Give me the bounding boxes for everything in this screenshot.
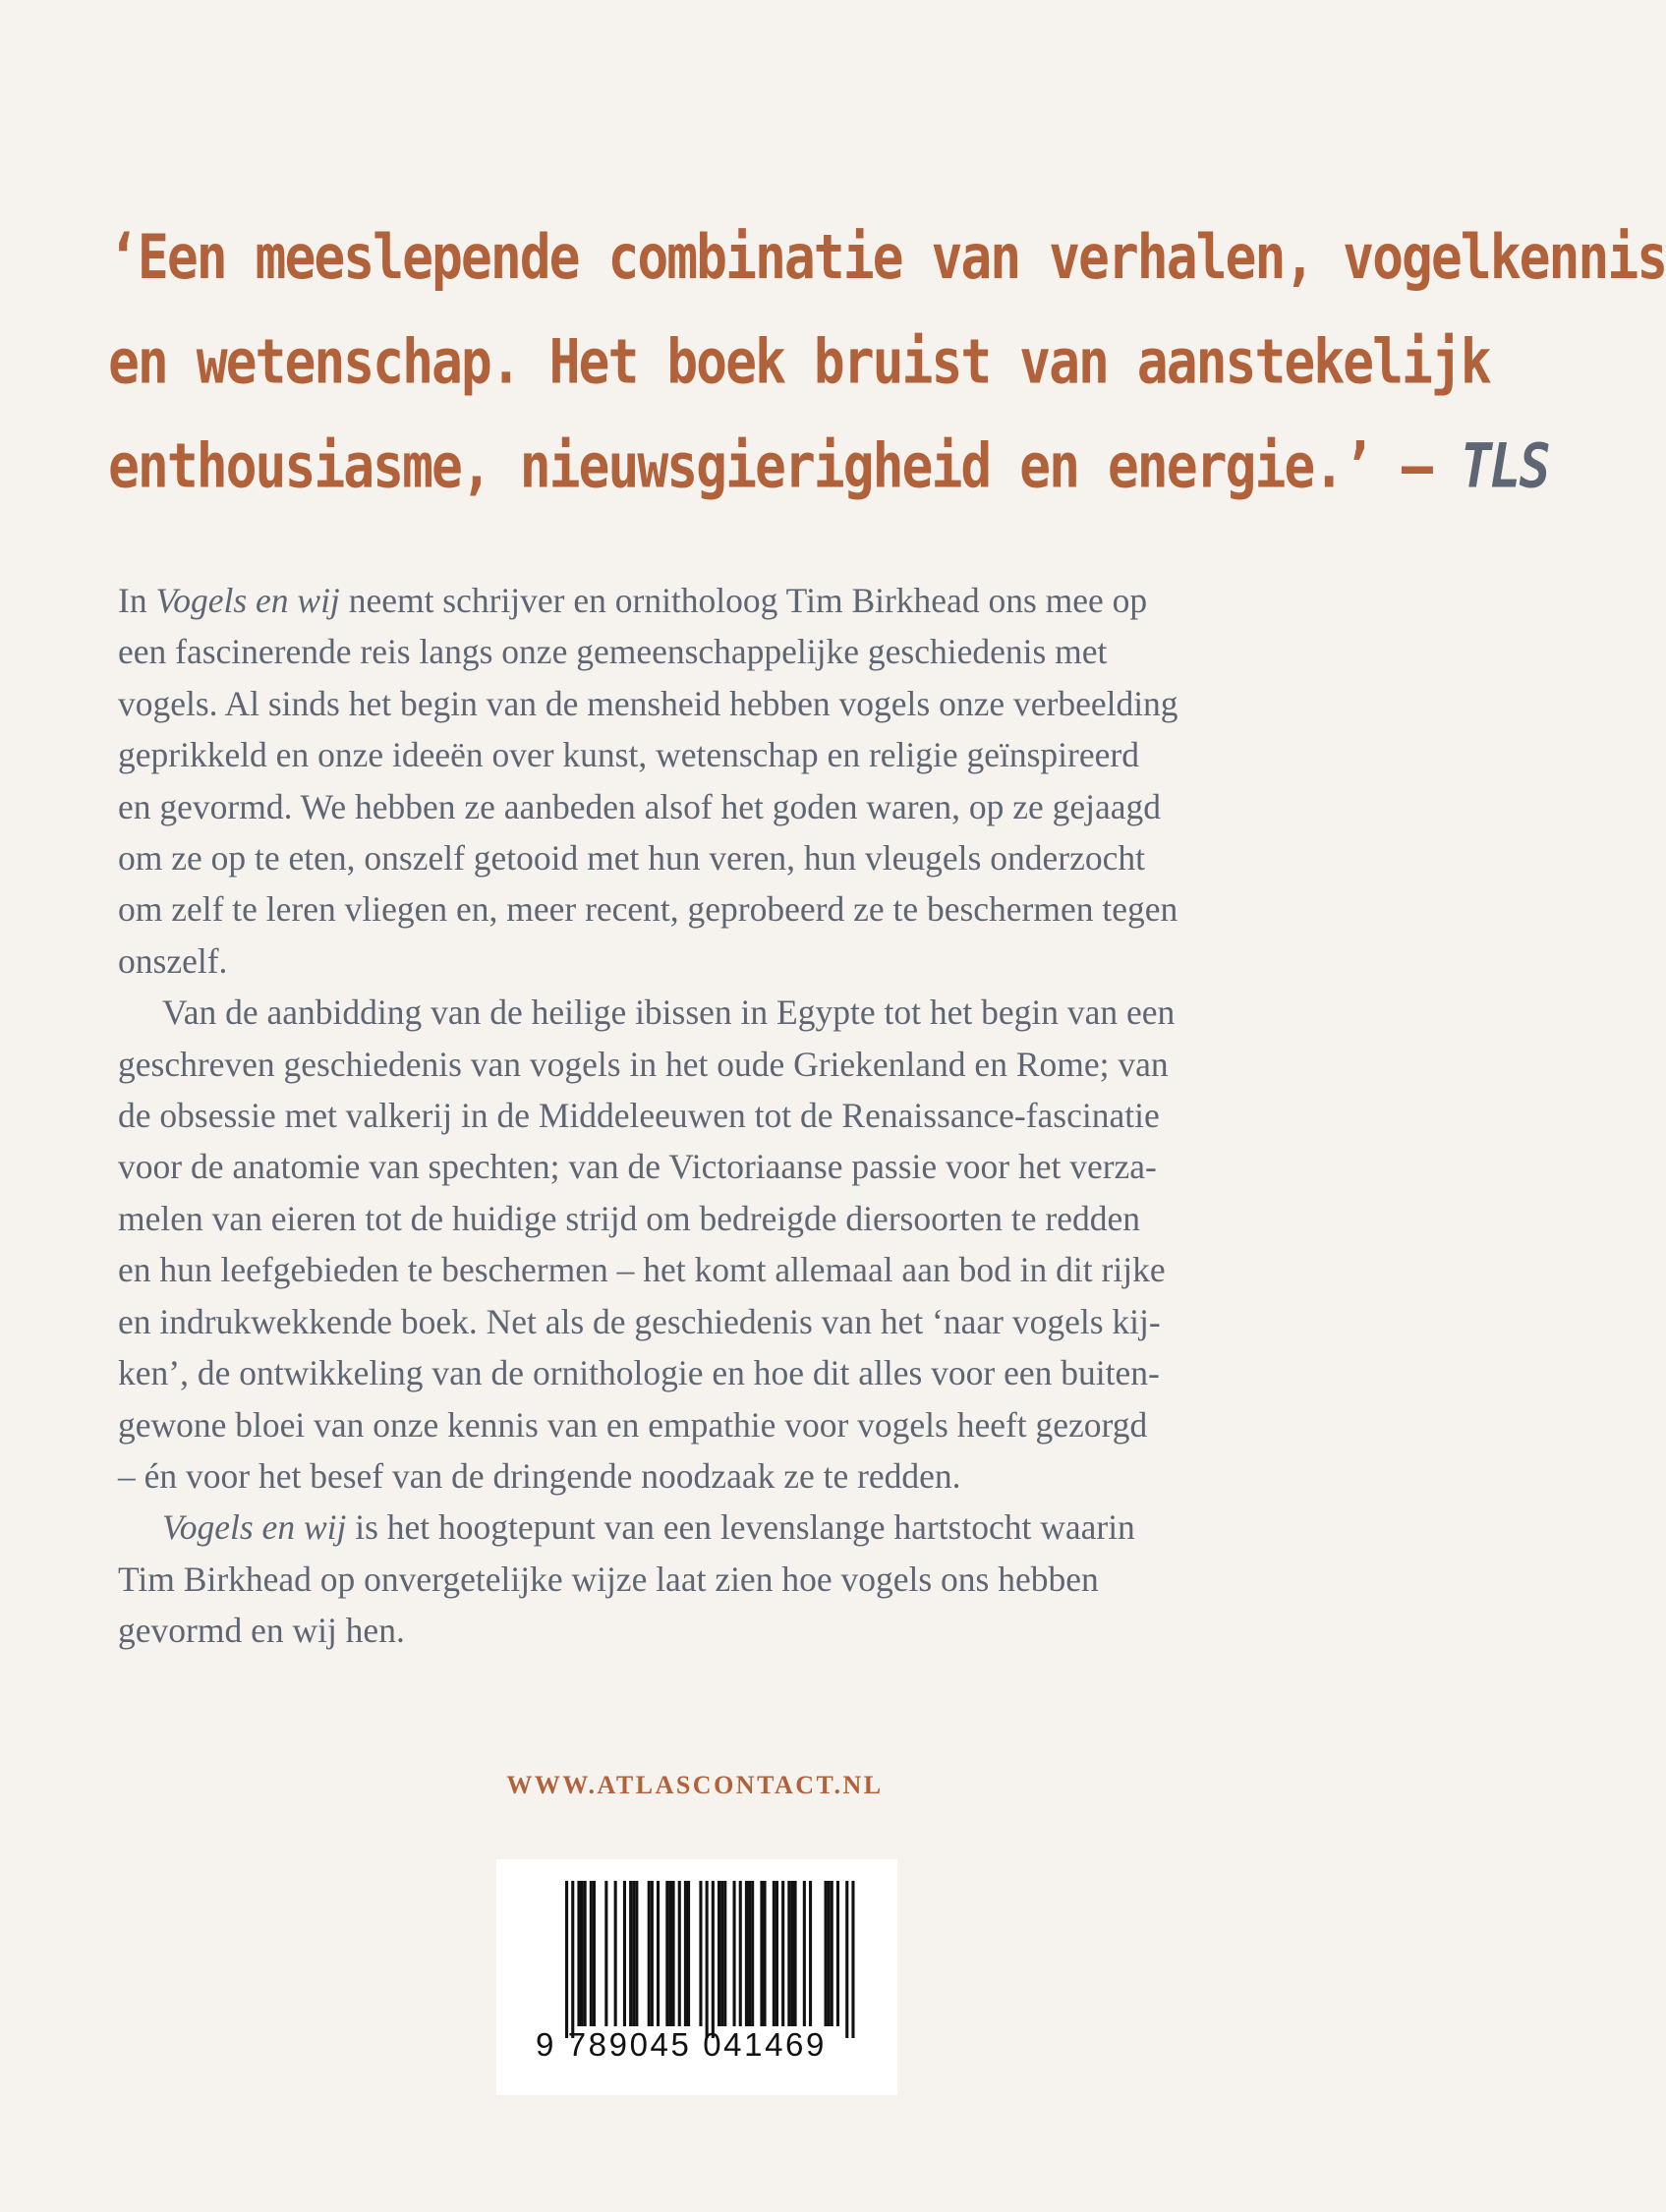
isbn-number: 9 789045 041469: [536, 2026, 827, 2063]
barcode-bar: [699, 1881, 702, 2026]
barcode-bar: [678, 1881, 681, 2026]
barcode-bar: [590, 1881, 593, 2026]
barcode-bar: [571, 1881, 574, 2038]
p2-line-9: gewone bloei van onze kennis van en empathie voor vogels heeft gezorgd: [118, 1404, 1148, 1445]
book-title-italic: Vogels en wij: [155, 581, 340, 620]
book-description: [118, 575, 1278, 1657]
barcode-bar: [828, 1881, 831, 2026]
barcode-bar: [790, 1881, 793, 2026]
barcode-bar: [672, 1881, 675, 2026]
p2-line-5: melen van eieren tot de huidige strijd om bedreigde diersoorten te redden: [118, 1198, 1140, 1238]
barcode-bar: [739, 1881, 742, 2026]
p3-line-1: [118, 1502, 1278, 1553]
barcode-bar: [723, 1881, 726, 2026]
barcode-bar: [577, 1881, 580, 2026]
barcode-bar: [581, 1881, 584, 2026]
quote-line-3-text: enthousiasme, nieuwsgierigheid en energie.’ –: [108, 430, 1431, 502]
barcode-bar: [794, 1881, 797, 2026]
p2-line-10: – én voor het besef van de dringende noodzaak ze te redden.: [118, 1455, 961, 1496]
barcode-bar: [665, 1881, 668, 2026]
barcode-bar: [651, 1881, 654, 2026]
barcode-bar: [635, 1881, 638, 2026]
barcode-bar: [604, 1881, 607, 2026]
barcode-bar: [809, 1881, 812, 2026]
barcode-bar: [748, 1881, 751, 2026]
barcode-bar: [706, 1881, 709, 2038]
barcode-bar: [781, 1881, 784, 2026]
barcode-bar: [825, 1881, 828, 2026]
quote-line-1: ‘Een meeslepende combinatie van verhalen, vogelkennis: [108, 222, 1666, 294]
barcode-bar: [733, 1881, 736, 2026]
p1-line-1: [118, 575, 1278, 626]
barcode-bar: [831, 1881, 833, 2026]
barcode-bar: [718, 1881, 720, 2026]
barcode-bar: [629, 1881, 632, 2026]
barcode-bar: [593, 1881, 596, 2026]
p1-line-4: geprikkeld en onze ideeën over kunst, wetenschap en religie geïnspireerd: [118, 735, 1139, 775]
barcode-bar: [687, 1881, 690, 2026]
isbn-barcode: [496, 1859, 897, 2095]
barcode-bar: [565, 1881, 568, 2038]
barcode-bar: [712, 1881, 715, 2038]
p2-line-1: Van de aanbidding van de heilige ibissen in Egypte tot het begin van een: [162, 993, 1176, 1033]
p1-line-1-pre: In: [118, 581, 156, 620]
p1-line-2: een fascinerende reis langs onze gemeenschappelijke geschiedenis met: [118, 632, 1108, 672]
p1-line-6: om ze op te eten, onszelf getooid met hun veren, hun vleugels onderzocht: [118, 838, 1145, 879]
barcode-bar: [787, 1881, 790, 2026]
barcode-bar: [836, 1881, 839, 2026]
p2-line-7: en indrukwekkende boek. Net als de geschiedenis van het ‘naar vogels kij-: [118, 1301, 1161, 1341]
p1-line-8: onszelf.: [118, 940, 228, 981]
p1-line-3: vogels. Al sinds het begin van de mensheid hebben vogels onze verbeelding: [118, 683, 1178, 723]
quote-source: TLS: [1460, 430, 1549, 502]
barcode-bar: [720, 1881, 723, 2026]
p2-line-8: ken’, de ontwikkeling van de ornithologie en hoe dit alles voor een buiten-: [118, 1353, 1160, 1393]
p3-line-3: gevormd en wij hen.: [118, 1611, 405, 1651]
review-quote: [108, 206, 1666, 520]
barcode-bar: [803, 1881, 806, 2026]
barcode-bar: [851, 1881, 854, 2038]
p2-line-4: voor de anatomie van spechten; van de Victoriaanse passie voor het verza-: [118, 1147, 1157, 1187]
p2-line-3: de obsessie met valkerij in de Middeleeuwen tot de Renaissance-fascinatie: [118, 1096, 1160, 1136]
barcode-bar: [632, 1881, 635, 2026]
barcode-bar: [845, 1881, 848, 2038]
p3-line-2: Tim Birkhead op onvergetelijke wijze laat zien hoe vogels ons hebben: [118, 1559, 1099, 1599]
barcode-bar: [623, 1881, 626, 2026]
barcode-bar: [684, 1881, 687, 2026]
barcode-bar: [614, 1881, 617, 2026]
barcode-bar: [773, 1881, 776, 2026]
quote-line-2: en wetenschap. Het boek bruist van aanstekelijk: [108, 326, 1490, 398]
p3-line-1-post: is het hoogtepunt van een levenslange hartstocht waarin: [346, 1507, 1135, 1548]
publisher-website[interactable]: WWW.ATLASCONTACT.NL: [506, 1771, 884, 1799]
p1-line-1-post: neemt schrijver en ornitholoog Tim Birkhead ons mee op: [339, 581, 1148, 620]
barcode-bar: [584, 1881, 587, 2026]
p2-line-2: geschreven geschiedenis van vogels in het oude Griekenland en Rome; van: [118, 1044, 1169, 1084]
p2-line-6: en hun leefgebieden te beschermen – het komt allemaal aan bod in dit rijke: [118, 1250, 1166, 1290]
barcode-bar: [668, 1881, 671, 2026]
barcode-bar: [745, 1881, 748, 2026]
barcode-bar: [648, 1881, 651, 2026]
quote-line-3: [108, 415, 1549, 519]
book-title-italic: Vogels en wij: [162, 1507, 347, 1548]
barcode-bar: [657, 1881, 660, 2026]
barcode-bar: [751, 1881, 754, 2026]
p1-line-5: en gevormd. We hebben ze aanbeden alsof het goden waren, op ze gejaagd: [118, 786, 1162, 826]
barcode-bar: [764, 1881, 767, 2026]
barcode-bar: [776, 1881, 778, 2026]
p1-line-7: om zelf te leren vliegen en, meer recent, geprobeerd ze te beschermen tegen: [118, 889, 1178, 930]
barcode-bar: [760, 1881, 763, 2026]
